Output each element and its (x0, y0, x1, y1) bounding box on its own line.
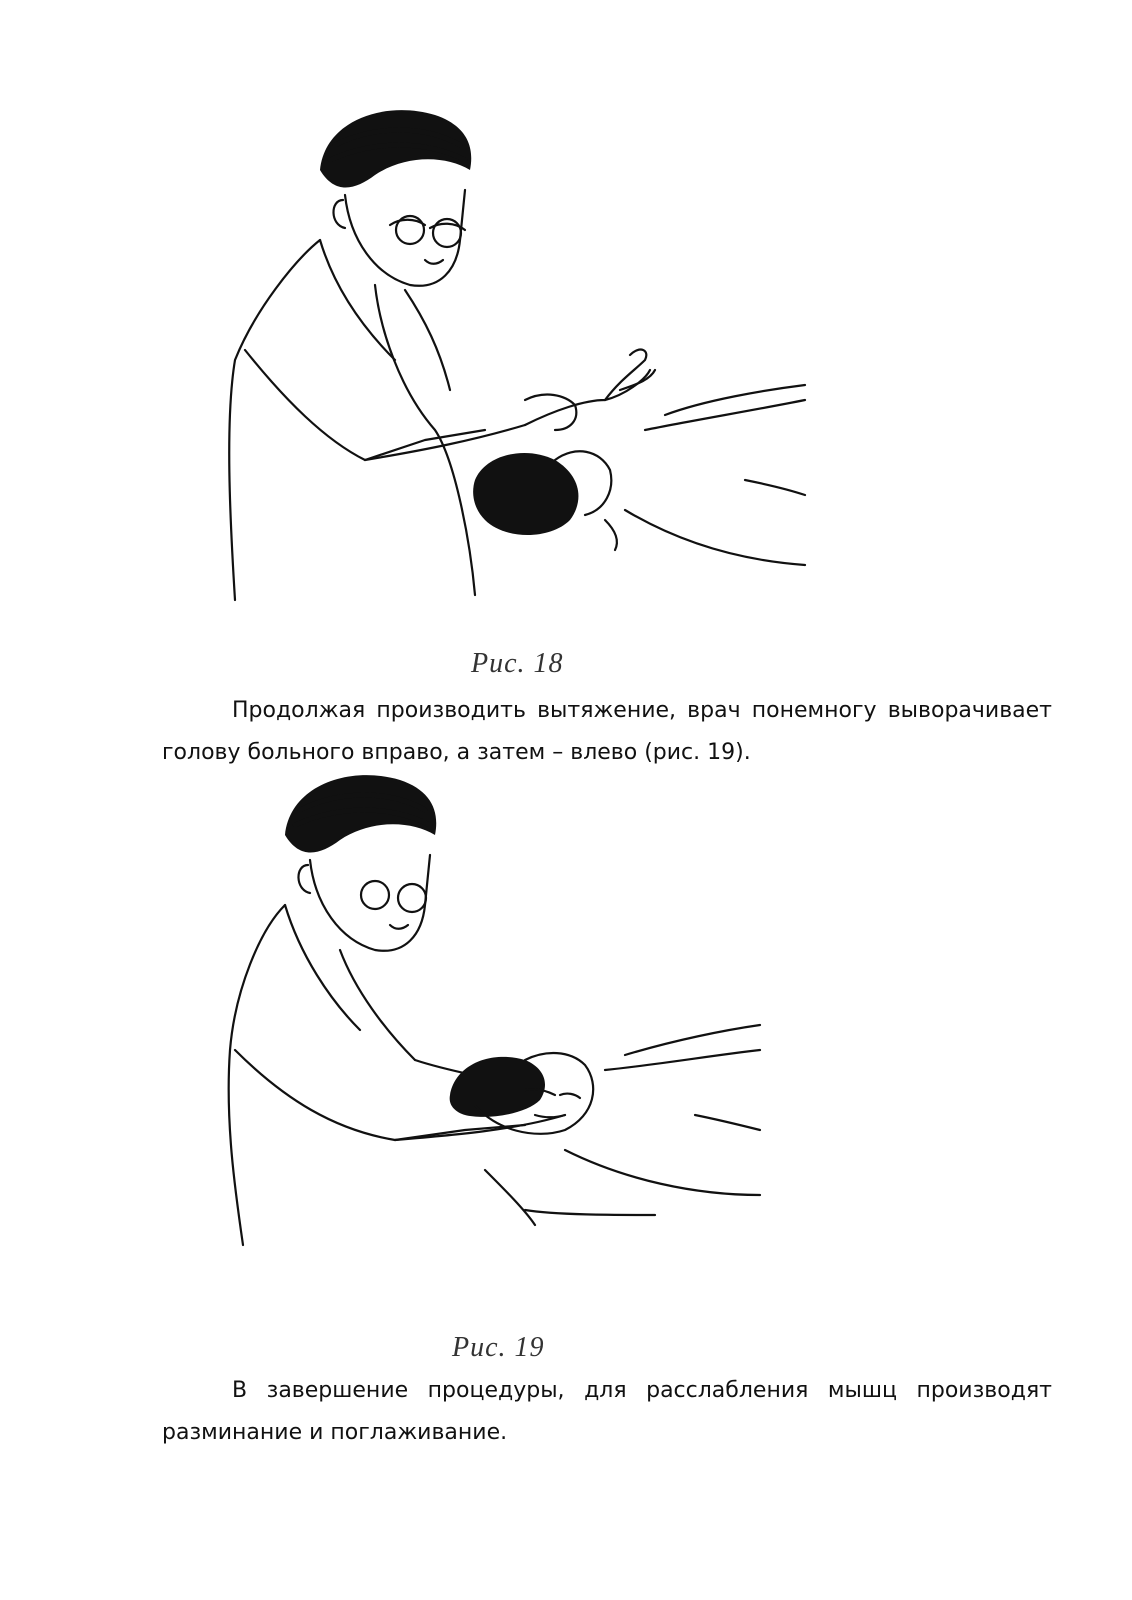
doctor-rotation-drawing (225, 770, 785, 1260)
paragraph-1: Продолжая производить вытяжение, врач понемногу выворачивает голову больного вправо, а затем – влево (рис. 19). (162, 698, 1052, 765)
paragraph-2: В завершение процедуры, для расслабления мышц производят разминание и поглаживание. (162, 1378, 1052, 1445)
illustration-fig-18 (225, 100, 825, 610)
illustration-fig-19 (225, 770, 785, 1260)
figure-caption-18: Рис. 18 (471, 648, 564, 679)
figure-caption-19: Рис. 19 (452, 1332, 545, 1363)
doctor-traction-drawing (225, 100, 825, 610)
